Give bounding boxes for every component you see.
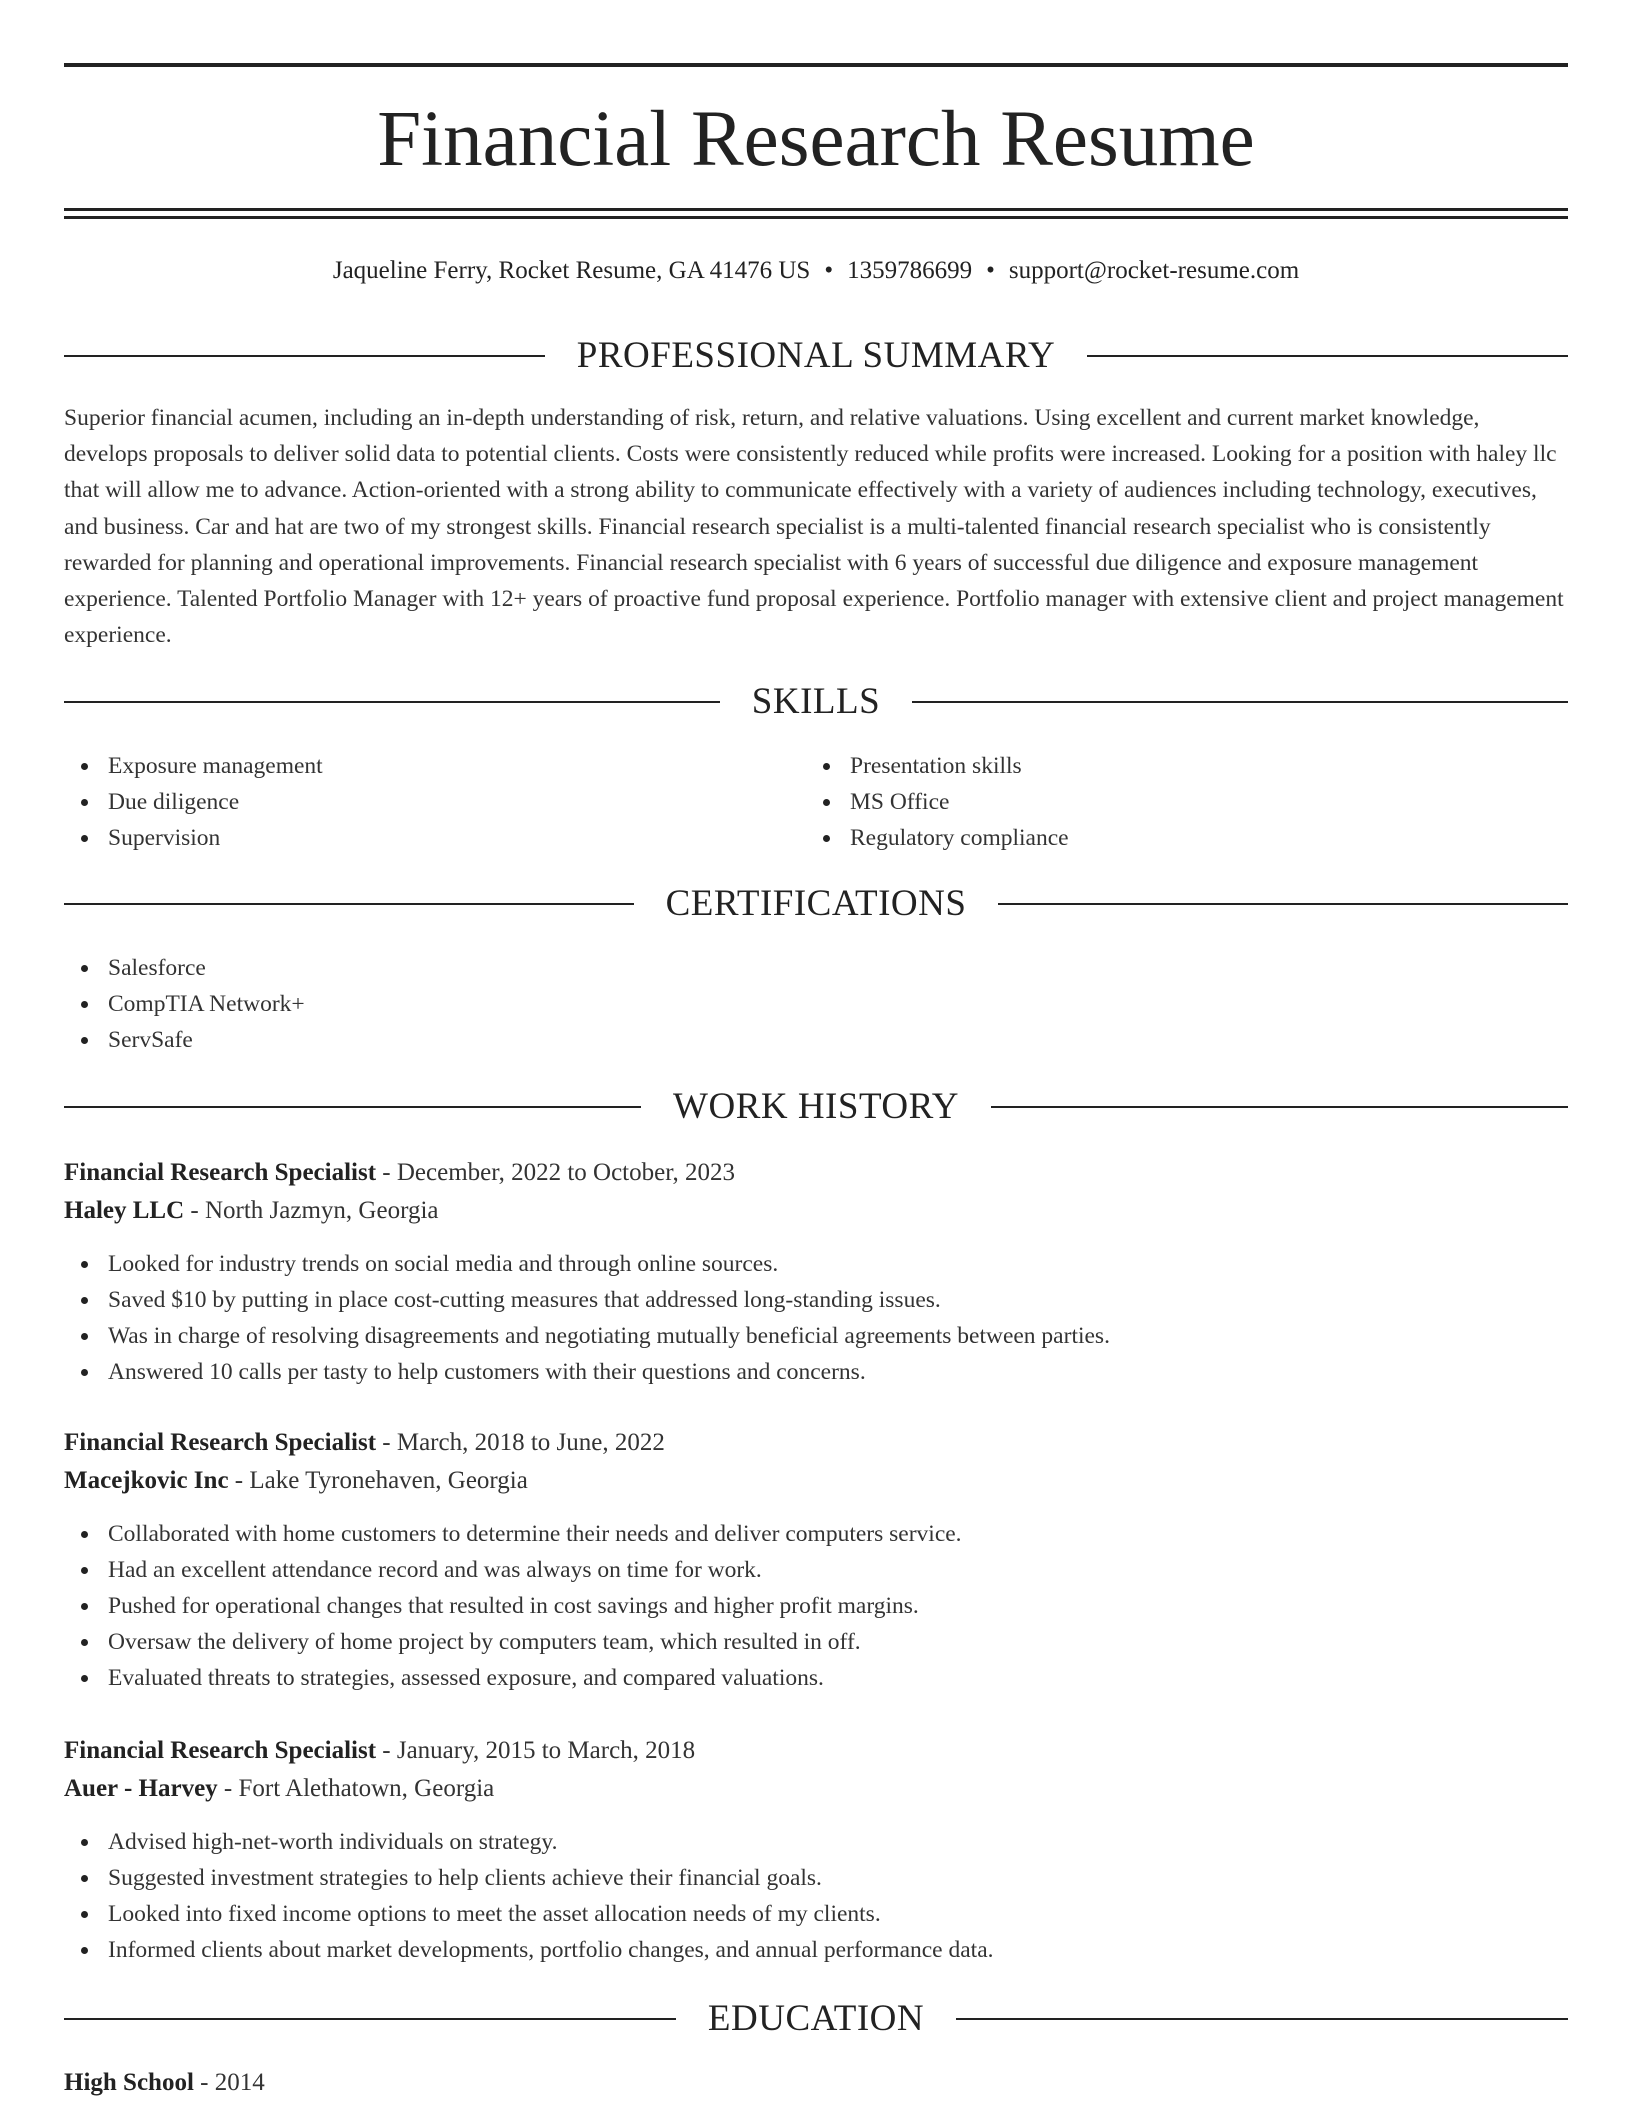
title-rule-lower	[64, 216, 1568, 219]
job-location: - Fort Alethatown, Georgia	[217, 1775, 495, 1802]
education-entry	[64, 2064, 265, 2102]
job-company-line	[64, 1462, 1568, 1500]
section-title: CERTIFICATIONS	[665, 883, 967, 924]
job-bullet: Informed clients about market developments, portfolio changes, and annual performance data.	[64, 1932, 1568, 1968]
contact-separator: •	[824, 257, 834, 284]
section-header-certifications	[64, 882, 1568, 926]
job-company: Haley LLC	[64, 1197, 185, 1224]
job-bullet: Looked into fixed income options to meet the asset allocation needs of my clients.	[64, 1896, 1568, 1932]
section-rule	[64, 1106, 641, 1108]
section-header-summary	[64, 334, 1568, 378]
job-title: Financial Research Specialist	[64, 1737, 377, 1764]
skills-list-left	[64, 748, 804, 856]
skill-item: Exposure management	[64, 748, 804, 784]
certification-item: ServSafe	[64, 1022, 1568, 1058]
job-location: - North Jazmyn, Georgia	[184, 1197, 439, 1224]
contact-address: Jaqueline Ferry, Rocket Resume, GA 41476 US	[332, 257, 811, 284]
skill-item: Regulatory compliance	[806, 820, 1546, 856]
job-bullet: Suggested investment strategies to help clients achieve their financial goals.	[64, 1860, 1568, 1896]
job-bullet: Saved $10 by putting in place cost-cutting measures that addressed long-standing issues.	[64, 1282, 1568, 1318]
section-header-skills	[64, 680, 1568, 724]
job-bullet: Answered 10 calls per tasty to help customers with their questions and concerns.	[64, 1354, 1568, 1390]
section-title: WORK HISTORY	[673, 1086, 959, 1127]
job-bullet: Evaluated threats to strategies, assessed exposure, and compared valuations.	[64, 1660, 1568, 1696]
skill-item: Supervision	[64, 820, 804, 856]
job-bullet: Was in charge of resolving disagreements and negotiating mutually beneficial agreements between parties.	[64, 1318, 1568, 1354]
section-header-education	[64, 1997, 1568, 2041]
certification-item: Salesforce	[64, 950, 1568, 986]
job-bullet: Collaborated with home customers to determine their needs and deliver computers service.	[64, 1516, 1568, 1552]
skill-item: Presentation skills	[806, 748, 1546, 784]
job-entry	[64, 1154, 1568, 1390]
job-entry	[64, 1424, 1568, 1696]
job-dates: - January, 2015 to March, 2018	[376, 1737, 696, 1764]
skill-item: MS Office	[806, 784, 1546, 820]
job-bullets	[64, 1516, 1568, 1696]
summary-paragraph: Superior financial acumen, including an in-depth understanding of risk, return, and relative valuations. Using excellent and current market knowledge, develops proposals to deliver solid data to potential clients. Costs were consistently reduced while profits were increased. Looking for a position with haley llc that will allow me to advance. Action-oriented with a strong ability to communicate effectively with a variety of audiences including technology, executives, and business. Car and hat are two of my strongest skills. Financial research specialist is a multi-talented financial research specialist who is consistently rewarded for planning and operational improvements. Financial research specialist with 6 years of successful due diligence and exposure management experience. Talented Portfolio Manager with 12+ years of proactive fund proposal experience. Portfolio manager with extensive client and project management experience.	[64, 405, 1564, 649]
job-dates: - March, 2018 to June, 2022	[376, 1429, 665, 1456]
job-company: Macejkovic Inc	[64, 1467, 229, 1494]
skill-item: Due diligence	[64, 784, 804, 820]
section-title: SKILLS	[751, 681, 881, 722]
job-company-line	[64, 1192, 1568, 1230]
job-location: - Lake Tyronehaven, Georgia	[228, 1467, 528, 1494]
section-header-work-history	[64, 1085, 1568, 1129]
job-bullet: Pushed for operational changes that resulted in cost savings and higher profit margins.	[64, 1588, 1568, 1624]
certifications-list	[64, 950, 1568, 1058]
job-company: Auer - Harvey	[64, 1775, 218, 1802]
job-dates: - December, 2022 to October, 2023	[376, 1159, 736, 1186]
education-year: - 2014	[193, 2069, 265, 2096]
section-rule	[912, 701, 1568, 703]
contact-separator: •	[986, 257, 995, 284]
contact-email: support@rocket-resume.com	[1008, 257, 1300, 284]
job-title: Financial Research Specialist	[64, 1159, 377, 1186]
job-title-line	[64, 1154, 1568, 1192]
job-bullets	[64, 1824, 1568, 1968]
section-rule	[64, 701, 720, 703]
section-rule	[64, 2018, 676, 2020]
job-bullet: Advised high-net-worth individuals on strategy.	[64, 1824, 1568, 1860]
section-title: PROFESSIONAL SUMMARY	[576, 335, 1056, 376]
section-rule	[998, 903, 1568, 905]
job-bullet: Had an excellent attendance record and was always on time for work.	[64, 1552, 1568, 1588]
certification-item: CompTIA Network+	[64, 986, 1568, 1022]
title-rule-upper	[64, 208, 1568, 211]
job-bullet: Oversaw the delivery of home project by computers team, which resulted in off.	[64, 1624, 1568, 1660]
job-bullets	[64, 1246, 1568, 1390]
education-degree: High School	[64, 2069, 194, 2096]
skills-list-right	[806, 748, 1546, 856]
section-rule	[1087, 355, 1568, 357]
section-rule	[991, 1106, 1568, 1108]
job-entry	[64, 1732, 1568, 1968]
contact-phone: 1359786699	[847, 257, 973, 284]
job-title-line	[64, 1424, 1568, 1462]
job-company-line	[64, 1770, 1568, 1808]
job-bullet: Looked for industry trends on social media and through online sources.	[64, 1246, 1568, 1282]
section-title: EDUCATION	[707, 1998, 925, 2039]
top-rule	[64, 63, 1568, 67]
section-rule	[64, 903, 634, 905]
job-title: Financial Research Specialist	[64, 1429, 377, 1456]
job-title-line	[64, 1732, 1568, 1770]
section-rule	[956, 2018, 1568, 2020]
contact-line	[64, 253, 1568, 289]
resume-title: Financial Research Resume	[377, 96, 1255, 183]
section-rule	[64, 355, 545, 357]
